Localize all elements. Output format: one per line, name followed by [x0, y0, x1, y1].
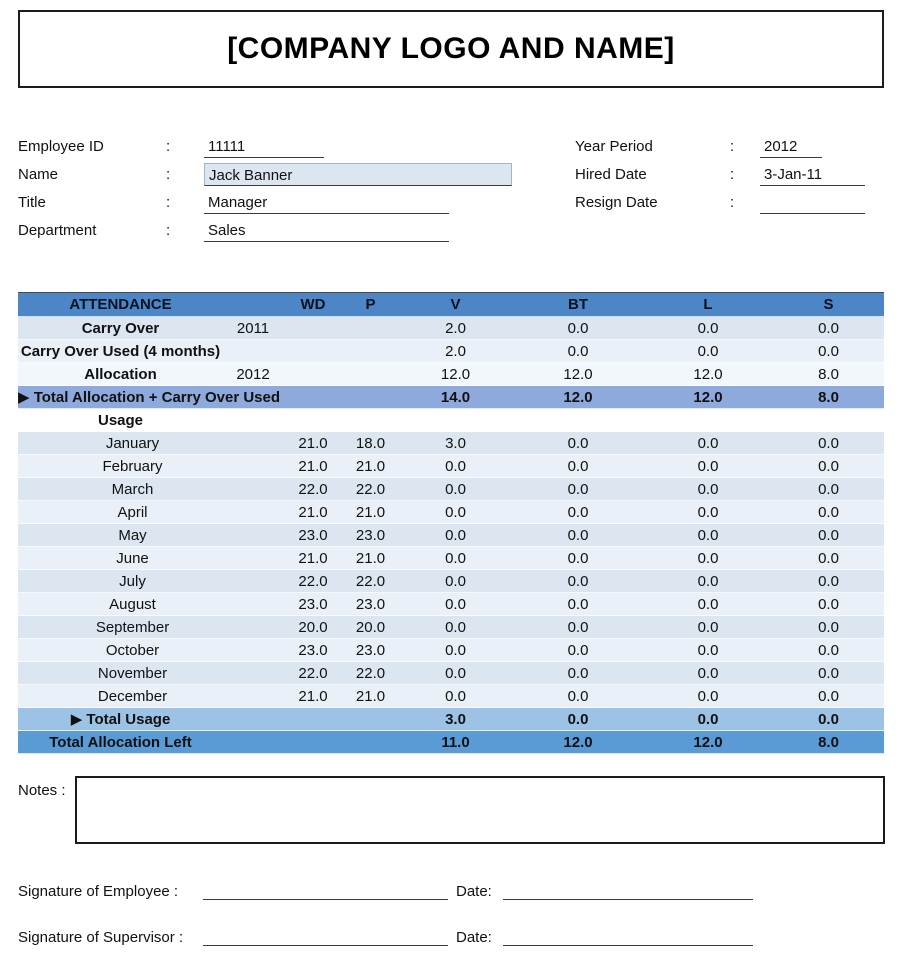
header-bt: BT [513, 293, 643, 317]
title-row [18, 188, 575, 216]
cell-p[interactable] [343, 386, 398, 409]
attendance-row [18, 662, 884, 685]
cell-l[interactable]: 0.0 [643, 685, 773, 708]
cell-bt[interactable]: 0.0 [513, 524, 643, 547]
cell-l[interactable]: 0.0 [643, 616, 773, 639]
cell-year[interactable] [223, 547, 283, 570]
year-period-row [575, 132, 885, 160]
attendance-row [18, 409, 884, 432]
cell-p[interactable]: 23.0 [343, 593, 398, 616]
attendance-row [18, 478, 884, 501]
cell-l[interactable]: 0.0 [643, 524, 773, 547]
attendance-table [18, 292, 884, 754]
header-attendance: ATTENDANCE [18, 293, 223, 317]
cell-p[interactable] [343, 317, 398, 340]
signature-supervisor-date-label: Date: [456, 929, 492, 946]
cell-year[interactable]: 2012 [223, 363, 283, 386]
cell-wd[interactable]: 22.0 [283, 662, 343, 685]
signature-employee-line[interactable] [203, 880, 448, 900]
cell-l[interactable]: 0.0 [643, 639, 773, 662]
cell-v[interactable]: 0.0 [398, 478, 513, 501]
cell-label[interactable]: July [18, 570, 223, 593]
cell-s[interactable]: 0.0 [773, 570, 884, 593]
cell-l[interactable]: 0.0 [643, 662, 773, 685]
header-wd: WD [283, 293, 343, 317]
attendance-row [18, 455, 884, 478]
cell-wd[interactable]: 21.0 [283, 547, 343, 570]
attendance-row [18, 616, 884, 639]
cell-l[interactable]: 0.0 [643, 340, 773, 363]
cell-label[interactable]: Carry Over Used (4 months) [18, 340, 223, 363]
cell-year[interactable] [223, 501, 283, 524]
cell-bt[interactable]: 12.0 [513, 386, 643, 409]
cell-s[interactable]: 0.0 [773, 317, 884, 340]
resign-date-row [575, 188, 885, 216]
department-row [18, 216, 575, 244]
cell-bt[interactable]: 0.0 [513, 639, 643, 662]
cell-v[interactable]: 0.0 [398, 524, 513, 547]
cell-l[interactable]: 0.0 [643, 593, 773, 616]
cell-l[interactable]: 0.0 [643, 708, 773, 731]
cell-p[interactable]: 22.0 [343, 478, 398, 501]
cell-wd[interactable] [283, 363, 343, 386]
cell-p[interactable] [343, 363, 398, 386]
cell-wd[interactable] [283, 708, 343, 731]
notes-box[interactable] [75, 776, 885, 844]
cell-wd[interactable]: 22.0 [283, 478, 343, 501]
cell-l[interactable] [643, 409, 773, 432]
cell-bt[interactable]: 0.0 [513, 432, 643, 455]
resign-date-label: Resign Date [575, 193, 658, 211]
cell-year[interactable] [223, 432, 283, 455]
cell-p[interactable]: 22.0 [343, 570, 398, 593]
cell-v[interactable]: 0.0 [398, 593, 513, 616]
attendance-row [18, 593, 884, 616]
cell-l[interactable]: 0.0 [643, 570, 773, 593]
cell-wd[interactable]: 21.0 [283, 501, 343, 524]
cell-l[interactable]: 12.0 [643, 386, 773, 409]
attendance-row [18, 432, 884, 455]
cell-bt[interactable]: 12.0 [513, 731, 643, 754]
cell-v[interactable]: 2.0 [398, 317, 513, 340]
attendance-row [18, 363, 884, 386]
hired-date-row [575, 160, 885, 188]
cell-label[interactable]: ▶ Total Allocation + Carry Over Used [18, 386, 223, 409]
department-label: Department [18, 221, 97, 239]
cell-wd[interactable] [283, 386, 343, 409]
cell-year[interactable] [223, 731, 283, 754]
cell-v[interactable] [398, 409, 513, 432]
cell-p[interactable] [343, 731, 398, 754]
cell-l[interactable]: 12.0 [643, 363, 773, 386]
header-year-spacer [223, 293, 283, 317]
cell-label[interactable]: April [18, 501, 223, 524]
cell-l[interactable]: 12.0 [643, 731, 773, 754]
cell-bt[interactable]: 0.0 [513, 547, 643, 570]
employee-id-row [18, 132, 575, 160]
cell-label[interactable]: Total Allocation Left [18, 731, 223, 754]
cell-wd[interactable]: 21.0 [283, 432, 343, 455]
cell-s[interactable] [773, 409, 884, 432]
attendance-row [18, 731, 884, 754]
cell-bt[interactable]: 0.0 [513, 708, 643, 731]
header-l: L [643, 293, 773, 317]
cell-year[interactable] [223, 478, 283, 501]
cell-year[interactable] [223, 593, 283, 616]
signature-employee-label: Signature of Employee : [18, 883, 179, 900]
attendance-header-row [18, 293, 884, 317]
separator: : [166, 137, 171, 155]
cell-wd[interactable] [283, 409, 343, 432]
cell-year[interactable]: 2011 [223, 317, 283, 340]
cell-label[interactable]: Usage [18, 409, 223, 432]
cell-s[interactable]: 8.0 [773, 386, 884, 409]
cell-s[interactable]: 0.0 [773, 616, 884, 639]
cell-s[interactable]: 0.0 [773, 524, 884, 547]
cell-year[interactable] [223, 662, 283, 685]
attendance-row [18, 708, 884, 731]
cell-s[interactable]: 8.0 [773, 731, 884, 754]
name-value[interactable]: Jack Banner [204, 163, 512, 186]
cell-v[interactable]: 0.0 [398, 547, 513, 570]
cell-label[interactable]: February [18, 455, 223, 478]
cell-bt[interactable] [513, 409, 643, 432]
cell-v[interactable]: 0.0 [398, 685, 513, 708]
cell-s[interactable]: 0.0 [773, 501, 884, 524]
year-period-label: Year Period [575, 137, 653, 155]
cell-label[interactable]: September [18, 616, 223, 639]
name-label: Name [18, 165, 59, 183]
cell-p[interactable] [343, 409, 398, 432]
cell-bt[interactable]: 0.0 [513, 317, 643, 340]
title-value[interactable]: Manager [204, 191, 449, 214]
separator: : [730, 165, 735, 183]
cell-label[interactable]: ▶ Total Usage [18, 708, 223, 731]
cell-wd[interactable]: 22.0 [283, 570, 343, 593]
cell-p[interactable]: 21.0 [343, 455, 398, 478]
cell-bt[interactable]: 0.0 [513, 501, 643, 524]
cell-year[interactable] [223, 524, 283, 547]
cell-label[interactable]: October [18, 639, 223, 662]
attendance-row [18, 685, 884, 708]
attendance-row [18, 524, 884, 547]
cell-bt[interactable]: 0.0 [513, 685, 643, 708]
cell-year[interactable] [223, 409, 283, 432]
signature-employee-date-label: Date: [456, 883, 492, 900]
cell-bt[interactable]: 0.0 [513, 570, 643, 593]
attendance-table-header [18, 293, 884, 317]
separator: : [730, 137, 735, 155]
cell-wd[interactable] [283, 731, 343, 754]
cell-wd[interactable]: 23.0 [283, 639, 343, 662]
employee-id-value[interactable]: 11111 [204, 135, 324, 158]
cell-year[interactable] [223, 340, 283, 363]
cell-v[interactable]: 0.0 [398, 662, 513, 685]
cell-l[interactable]: 0.0 [643, 432, 773, 455]
title-label: Title [18, 193, 46, 211]
cell-year[interactable] [223, 616, 283, 639]
cell-p[interactable]: 20.0 [343, 616, 398, 639]
cell-p[interactable]: 21.0 [343, 547, 398, 570]
cell-label[interactable]: January [18, 432, 223, 455]
cell-l[interactable]: 0.0 [643, 547, 773, 570]
attendance-row [18, 340, 884, 363]
cell-p[interactable]: 22.0 [343, 662, 398, 685]
cell-label[interactable]: November [18, 662, 223, 685]
cell-v[interactable]: 11.0 [398, 731, 513, 754]
cell-label[interactable]: August [18, 593, 223, 616]
cell-s[interactable]: 0.0 [773, 593, 884, 616]
cell-p[interactable]: 23.0 [343, 524, 398, 547]
cell-l[interactable]: 0.0 [643, 501, 773, 524]
cell-p[interactable]: 23.0 [343, 639, 398, 662]
cell-bt[interactable]: 0.0 [513, 593, 643, 616]
separator: : [166, 165, 171, 183]
separator: : [166, 221, 171, 239]
hired-date-label: Hired Date [575, 165, 647, 183]
cell-year[interactable] [223, 455, 283, 478]
cell-s[interactable]: 0.0 [773, 340, 884, 363]
cell-v[interactable]: 0.0 [398, 501, 513, 524]
cell-s[interactable]: 0.0 [773, 547, 884, 570]
cell-v[interactable]: 0.0 [398, 639, 513, 662]
cell-wd[interactable] [283, 317, 343, 340]
signature-supervisor-line[interactable] [203, 926, 448, 946]
cell-bt[interactable]: 0.0 [513, 662, 643, 685]
cell-s[interactable]: 0.0 [773, 708, 884, 731]
cell-p[interactable] [343, 708, 398, 731]
cell-year[interactable] [223, 685, 283, 708]
cell-v[interactable]: 0.0 [398, 570, 513, 593]
cell-bt[interactable]: 0.0 [513, 478, 643, 501]
cell-s[interactable]: 0.0 [773, 639, 884, 662]
cell-v[interactable]: 0.0 [398, 616, 513, 639]
separator: : [730, 193, 735, 211]
cell-year[interactable] [223, 708, 283, 731]
cell-wd[interactable]: 21.0 [283, 455, 343, 478]
cell-l[interactable]: 0.0 [643, 317, 773, 340]
notes-section [18, 776, 885, 844]
cell-p[interactable] [343, 340, 398, 363]
cell-wd[interactable]: 21.0 [283, 685, 343, 708]
cell-l[interactable]: 0.0 [643, 478, 773, 501]
cell-label[interactable]: Carry Over [18, 317, 223, 340]
cell-s[interactable]: 0.0 [773, 478, 884, 501]
cell-v[interactable]: 2.0 [398, 340, 513, 363]
attendance-row [18, 501, 884, 524]
department-value[interactable]: Sales [204, 219, 449, 242]
header-s: S [773, 293, 884, 317]
cell-s[interactable]: 0.0 [773, 685, 884, 708]
employee-id-label: Employee ID [18, 137, 104, 155]
attendance-row [18, 570, 884, 593]
signature-employee-row [18, 876, 885, 900]
cell-v[interactable]: 3.0 [398, 432, 513, 455]
name-row [18, 160, 575, 188]
cell-s[interactable]: 0.0 [773, 662, 884, 685]
separator: : [166, 193, 171, 211]
cell-label[interactable]: Allocation [18, 363, 223, 386]
cell-p[interactable]: 21.0 [343, 685, 398, 708]
header-p: P [343, 293, 398, 317]
signature-supervisor-row [18, 922, 885, 946]
company-header-box [18, 10, 884, 88]
cell-p[interactable]: 18.0 [343, 432, 398, 455]
cell-label[interactable]: March [18, 478, 223, 501]
signature-supervisor-date-line[interactable] [503, 926, 753, 946]
company-title: [COMPANY LOGO AND NAME] [227, 32, 675, 65]
employee-info-right [575, 132, 885, 244]
attendance-row [18, 386, 884, 409]
cell-l[interactable]: 0.0 [643, 455, 773, 478]
cell-wd[interactable]: 20.0 [283, 616, 343, 639]
hired-date-value[interactable]: 3-Jan-11 [760, 163, 865, 186]
cell-v[interactable]: 14.0 [398, 386, 513, 409]
cell-v[interactable]: 12.0 [398, 363, 513, 386]
notes-label: Notes : [18, 782, 66, 799]
header-v: V [398, 293, 513, 317]
attendance-row [18, 317, 884, 340]
cell-s[interactable]: 0.0 [773, 455, 884, 478]
cell-wd[interactable]: 23.0 [283, 524, 343, 547]
year-period-value[interactable]: 2012 [760, 135, 822, 158]
cell-s[interactable]: 0.0 [773, 432, 884, 455]
cell-bt[interactable]: 0.0 [513, 455, 643, 478]
attendance-row [18, 639, 884, 662]
cell-v[interactable]: 0.0 [398, 455, 513, 478]
cell-bt[interactable]: 0.0 [513, 340, 643, 363]
employee-info-left [18, 132, 575, 244]
signature-supervisor-label: Signature of Supervisor : [18, 929, 184, 946]
cell-year[interactable] [223, 570, 283, 593]
resign-date-value[interactable] [760, 191, 865, 214]
cell-bt[interactable]: 12.0 [513, 363, 643, 386]
cell-label[interactable]: May [18, 524, 223, 547]
cell-bt[interactable]: 0.0 [513, 616, 643, 639]
cell-v[interactable]: 3.0 [398, 708, 513, 731]
cell-label[interactable]: December [18, 685, 223, 708]
cell-s[interactable]: 8.0 [773, 363, 884, 386]
attendance-row [18, 547, 884, 570]
cell-p[interactable]: 21.0 [343, 501, 398, 524]
signature-employee-date-line[interactable] [503, 880, 753, 900]
cell-wd[interactable] [283, 340, 343, 363]
employee-info-section [18, 132, 885, 244]
cell-year[interactable] [223, 639, 283, 662]
cell-wd[interactable]: 23.0 [283, 593, 343, 616]
cell-label[interactable]: June [18, 547, 223, 570]
attendance-table-body [18, 317, 884, 754]
